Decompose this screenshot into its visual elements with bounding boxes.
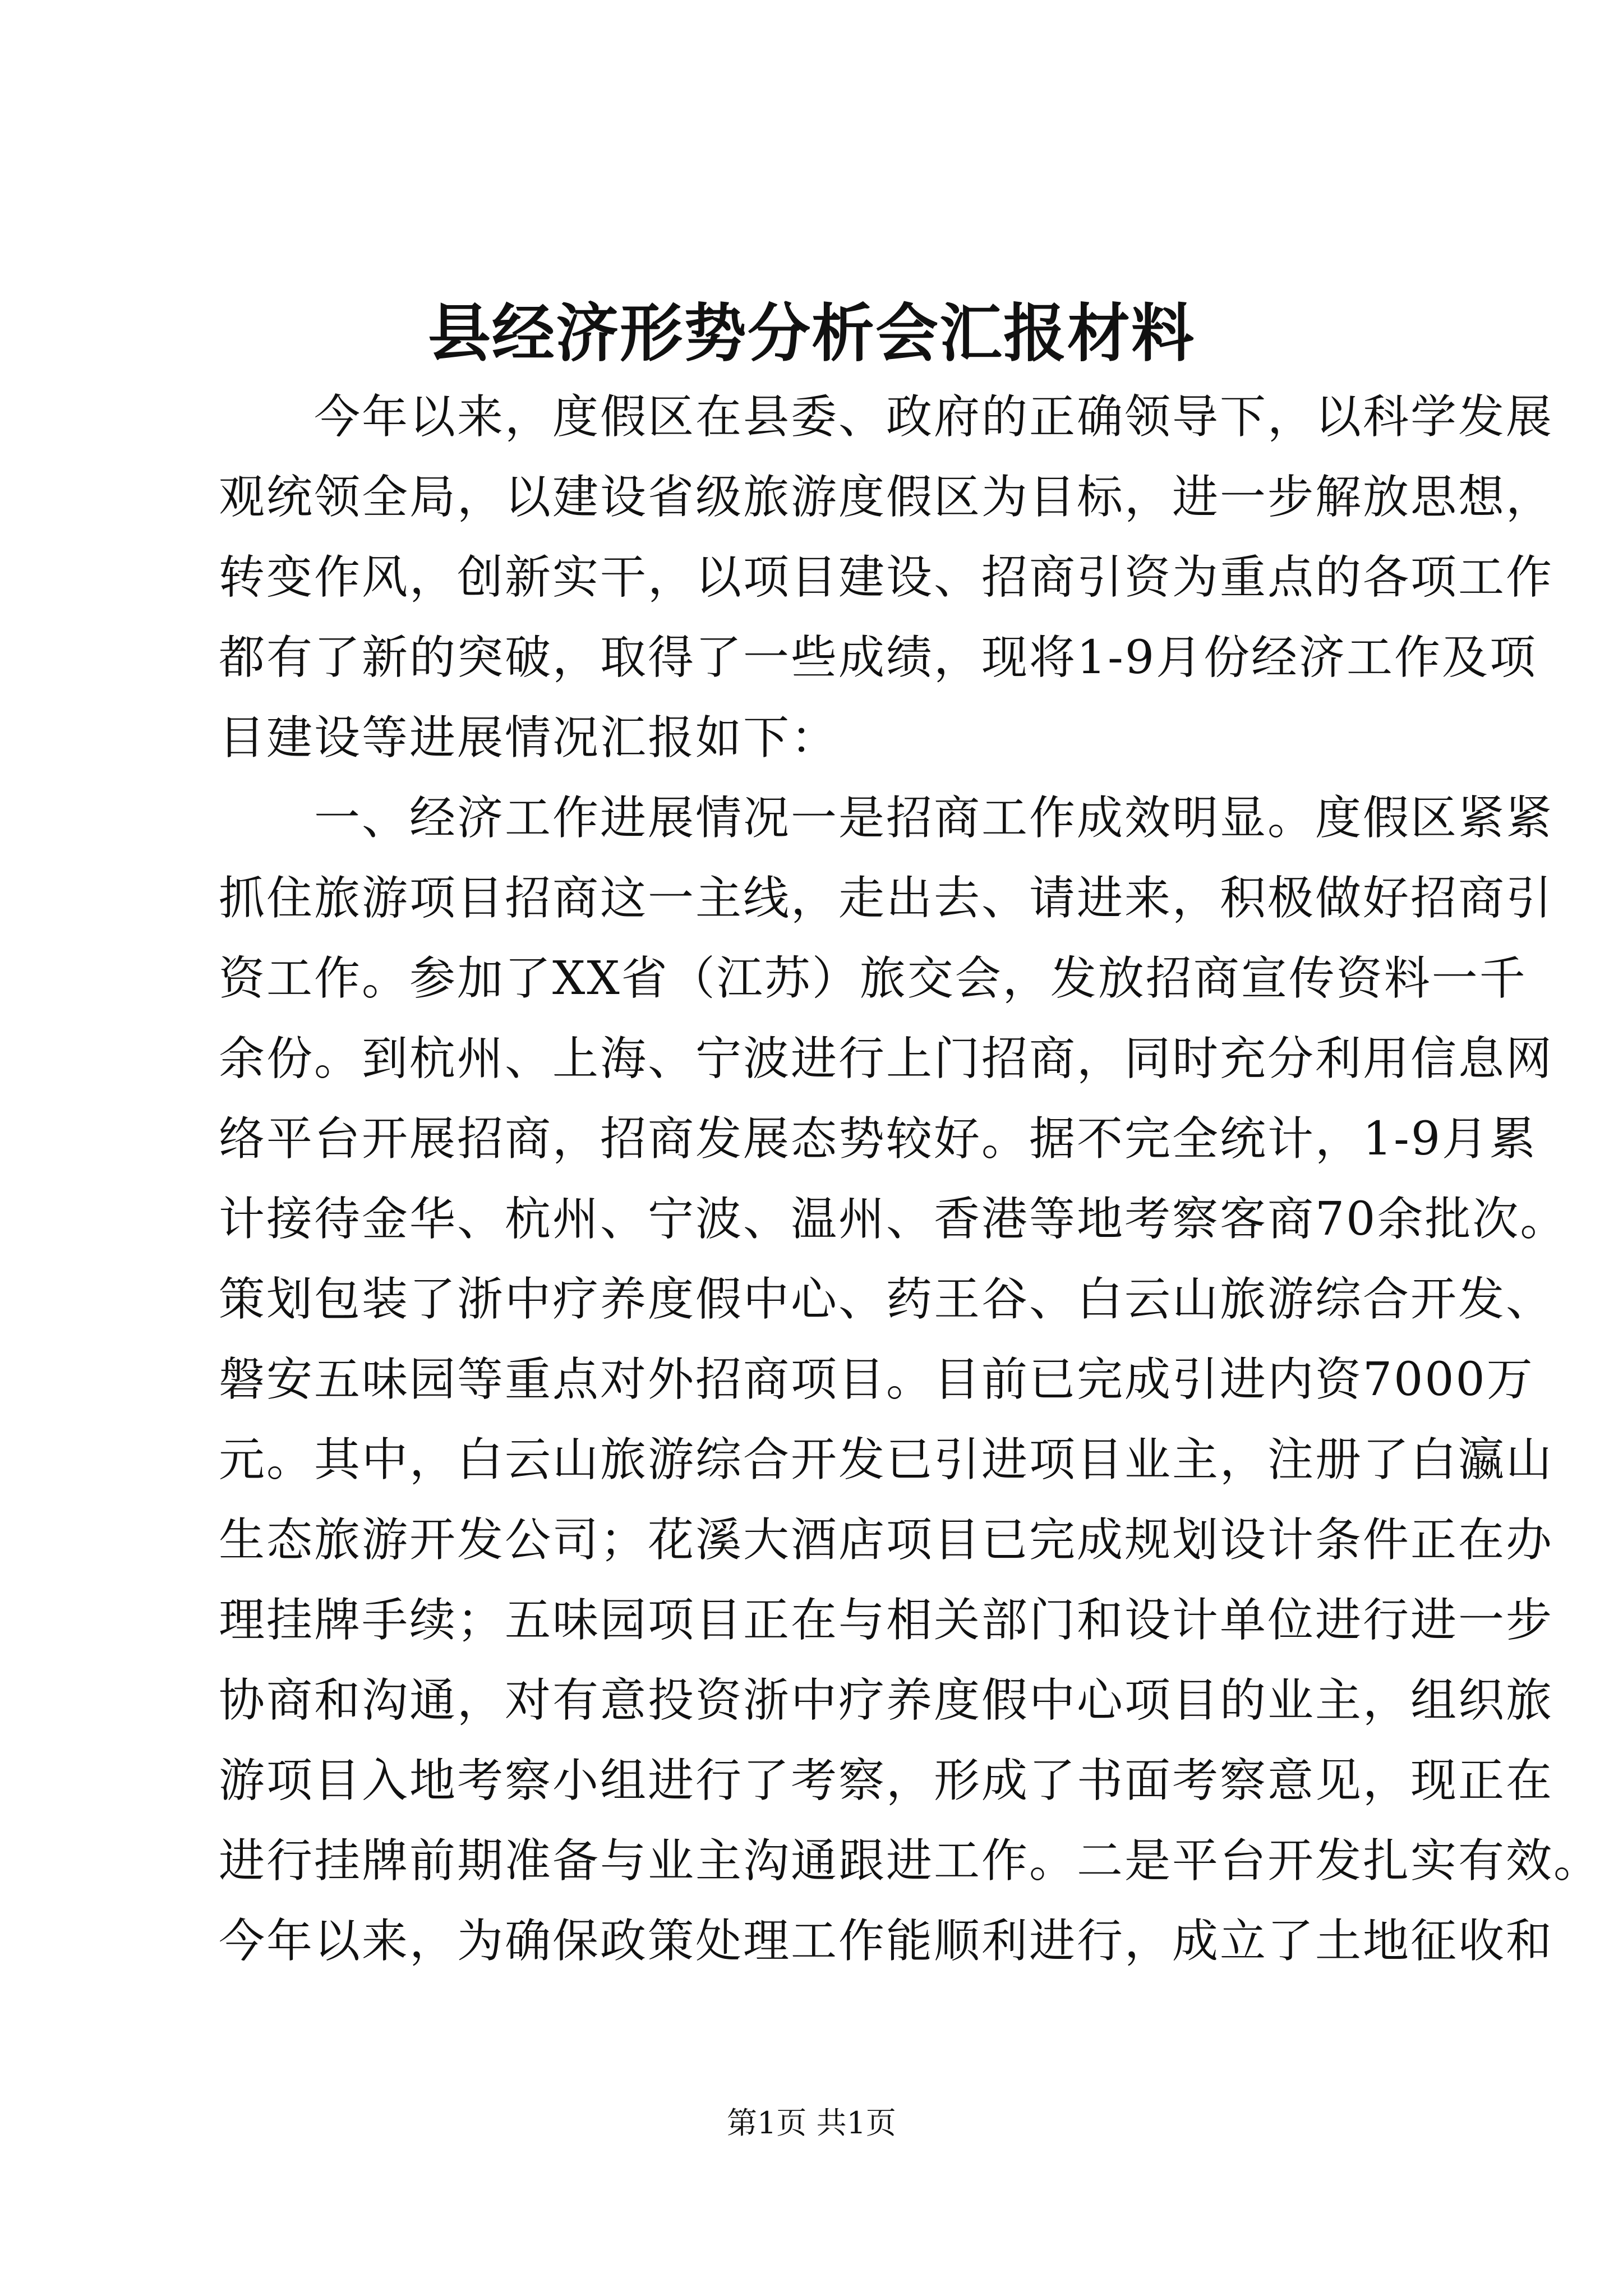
body-line: 磐安五味园等重点对外招商项目。目前已完成引进内资7000万 — [219, 1353, 1534, 1406]
body-line: 一、经济工作进展情况一是招商工作成效明显。度假区紧紧 — [219, 792, 1554, 845]
body-line: 元。其中，白云山旅游综合开发已引进项目业主，注册了白瀛山 — [219, 1433, 1554, 1487]
body-line: 观统领全局，以建设省级旅游度假区为目标，进一步解放思想， — [219, 471, 1554, 524]
body-line: 协商和沟通，对有意投资浙中疗养度假中心项目的业主，组织旅 — [219, 1674, 1554, 1727]
body-line: 生态旅游开发公司；花溪大酒店项目已完成规划设计条件正在办 — [219, 1513, 1554, 1567]
body-line: 转变作风，创新实干，以项目建设、招商引资为重点的各项工作 — [219, 551, 1554, 604]
body-line: 今年以来，为确保政策处理工作能顺利进行，成立了土地征收和 — [219, 1915, 1554, 1968]
body-line: 策划包装了浙中疗养度假中心、药王谷、白云山旅游综合开发、 — [219, 1273, 1554, 1326]
body-line: 理挂牌手续；五味园项目正在与相关部门和设计单位进行进一步 — [219, 1594, 1554, 1647]
document-title: 县经济形势分析会汇报材料 — [428, 297, 1195, 370]
body-line: 今年以来，度假区在县委、政府的正确领导下，以科学发展 — [219, 390, 1554, 444]
body-line: 抓住旅游项目招商这一主线，走出去、请进来，积极做好招商引 — [219, 872, 1554, 925]
body-line: 计接待金华、杭州、宁波、温州、香港等地考察客商70余批次。 — [219, 1193, 1568, 1246]
body-line: 进行挂牌前期准备与业主沟通跟进工作。二是平台开发扎实有效。 — [219, 1834, 1602, 1888]
page-footer: 第1页 共1页 — [727, 2105, 896, 2141]
document-body — [219, 377, 1602, 1981]
body-line: 余份。到杭州、上海、宁波进行上门招商，同时充分利用信息网 — [219, 1032, 1554, 1085]
body-line: 目建设等进展情况汇报如下： — [219, 711, 839, 765]
body-line: 络平台开展招商，招商发展态势较好。据不完全统计，1-9月累 — [219, 1112, 1538, 1166]
body-line: 游项目入地考察小组进行了考察，形成了书面考察意见，现正在 — [219, 1754, 1554, 1807]
body-line: 资工作。参加了XX省（江苏）旅交会，发放招商宣传资料一千 — [219, 952, 1527, 1005]
body-line: 都有了新的突破，取得了一些成绩，现将1-9月份经济工作及项 — [219, 631, 1538, 684]
